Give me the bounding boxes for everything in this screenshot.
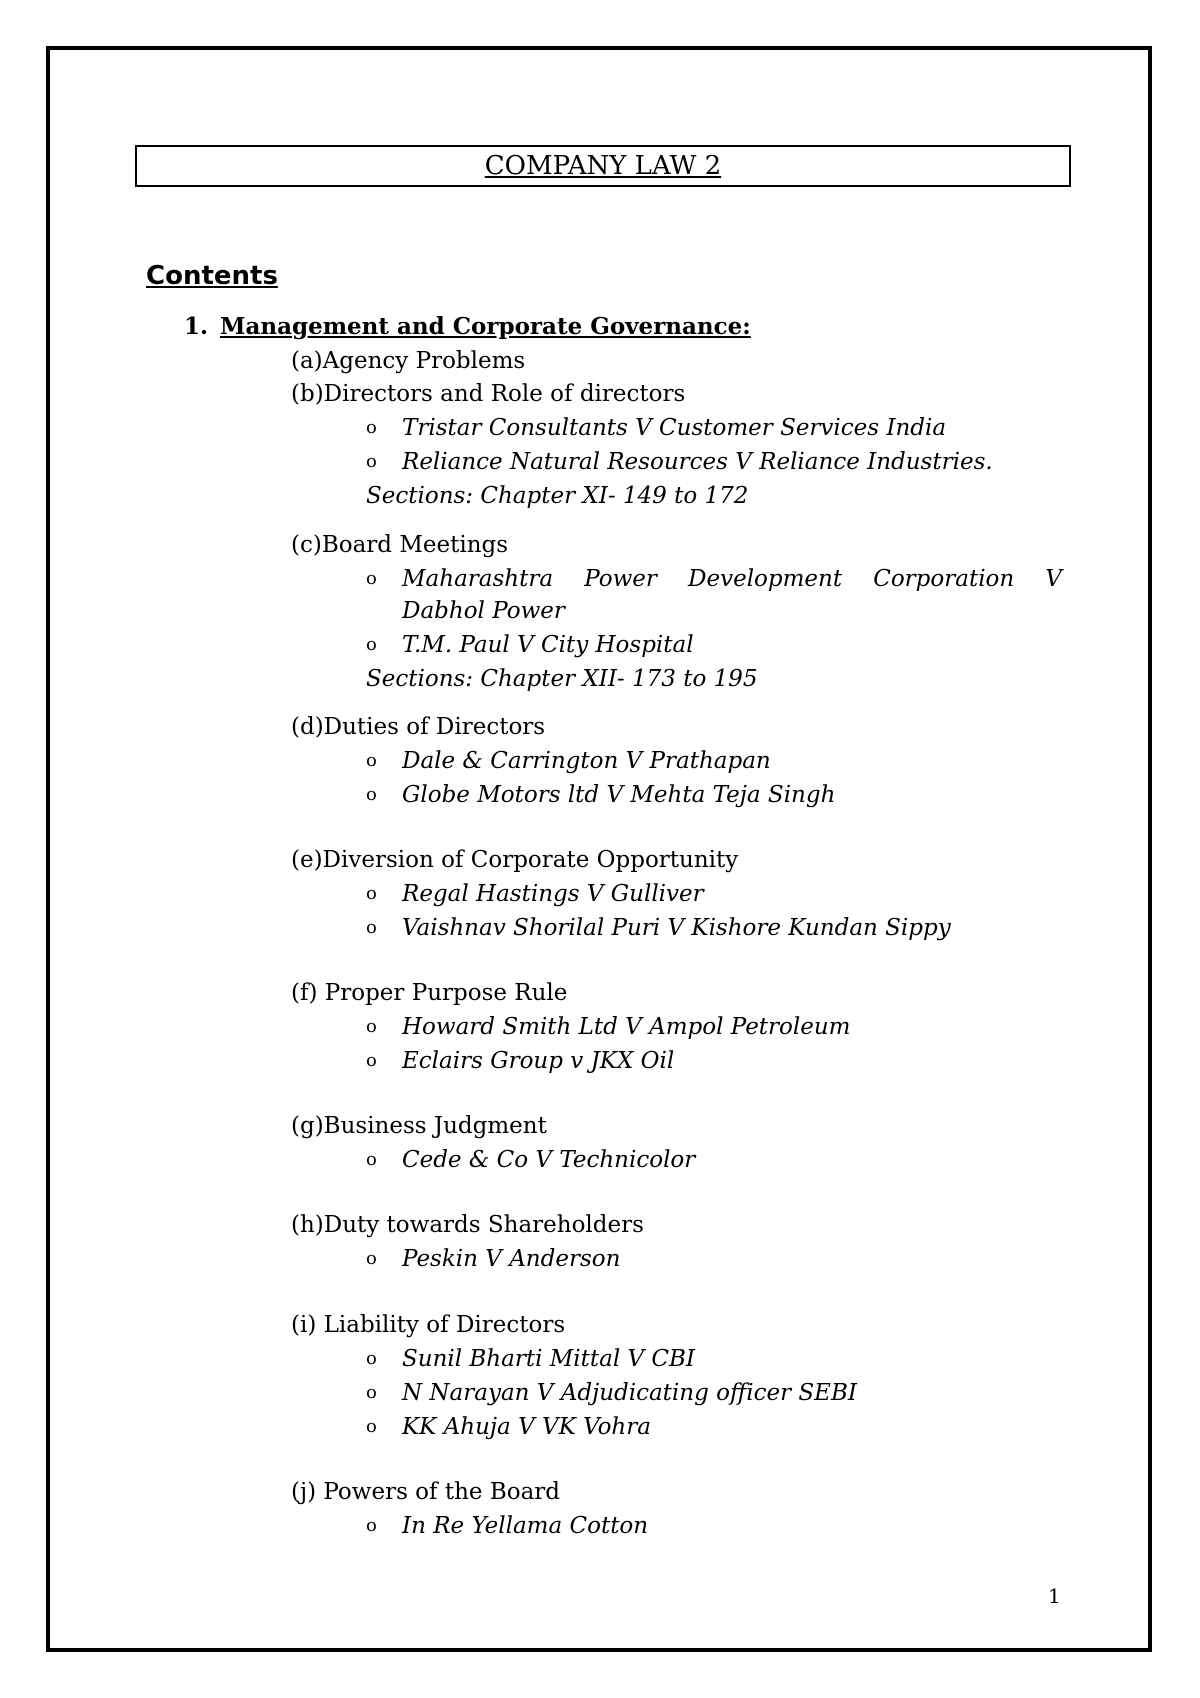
word: V [1045,566,1062,592]
case-i-1: Sunil Bharti Mittal V CBI [402,1346,696,1372]
title-box [135,145,1071,187]
bullet-icon: o [366,917,377,938]
section-heading [184,313,751,340]
bullet-icon: o [366,1050,377,1071]
case-c-1-line1 [402,565,1062,593]
bullet-icon: o [366,451,377,472]
case-g-1: Cede & Co V Technicolor [402,1147,696,1173]
bullet-icon: o [366,1382,377,1403]
item-label-b: (b)Directors and Role of directors [291,381,686,407]
page-number: 1 [1048,1584,1061,1608]
case-j-1: In Re Yellama Cotton [402,1513,649,1539]
contents-heading: Contents [146,261,278,291]
word: Corporation [873,566,1015,592]
case-b-2: Reliance Natural Resources V Reliance Industries. [402,449,993,475]
bullet-icon: o [366,1515,377,1536]
bullet-icon: o [366,568,377,589]
case-f-2: Eclairs Group v JKX Oil [402,1048,675,1074]
item-label-a: (a)Agency Problems [291,348,526,374]
case-c-2: T.M. Paul V City Hospital [402,632,694,658]
case-i-3: KK Ahuja V VK Vohra [402,1414,651,1440]
item-label-j: (j) Powers of the Board [291,1479,561,1505]
case-h-1: Peskin V Anderson [402,1246,621,1272]
section-number: 1. [184,313,209,340]
case-d-2: Globe Motors ltd V Mehta Teja Singh [402,782,836,808]
item-label-d: (d)Duties of Directors [291,714,546,740]
document-title: COMPANY LAW 2 [484,151,722,181]
case-c-1-line2: Dabhol Power [402,598,565,624]
item-label-g: (g)Business Judgment [291,1113,547,1139]
case-f-1: Howard Smith Ltd V Ampol Petroleum [402,1014,851,1040]
item-label-i: (i) Liability of Directors [291,1312,566,1338]
bullet-icon: o [366,883,377,904]
item-label-c: (c)Board Meetings [291,532,509,558]
item-label-f: (f) Proper Purpose Rule [291,980,568,1006]
case-e-1: Regal Hastings V Gulliver [402,881,704,907]
section-title: Management and Corporate Governance: [220,313,751,340]
word: Power [584,566,657,592]
word: Development [688,566,843,592]
bullet-icon: o [366,1416,377,1437]
item-label-e: (e)Diversion of Corporate Opportunity [291,847,739,873]
bullet-icon: o [366,784,377,805]
bullet-icon: o [366,1016,377,1037]
bullet-icon: o [366,1348,377,1369]
case-b-1: Tristar Consultants V Customer Services India [402,415,947,441]
bullet-icon: o [366,417,377,438]
word: Maharashtra [402,566,554,592]
bullet-icon: o [366,750,377,771]
bullet-icon: o [366,634,377,655]
bullet-icon: o [366,1248,377,1269]
sections-b: Sections: Chapter XI- 149 to 172 [366,483,749,509]
bullet-icon: o [366,1149,377,1170]
case-d-1: Dale & Carrington V Prathapan [402,748,771,774]
case-i-2: N Narayan V Adjudicating officer SEBI [402,1380,857,1406]
item-label-h: (h)Duty towards Shareholders [291,1212,644,1238]
sections-c: Sections: Chapter XII- 173 to 195 [366,666,758,692]
case-e-2: Vaishnav Shorilal Puri V Kishore Kundan Sippy [402,915,951,941]
